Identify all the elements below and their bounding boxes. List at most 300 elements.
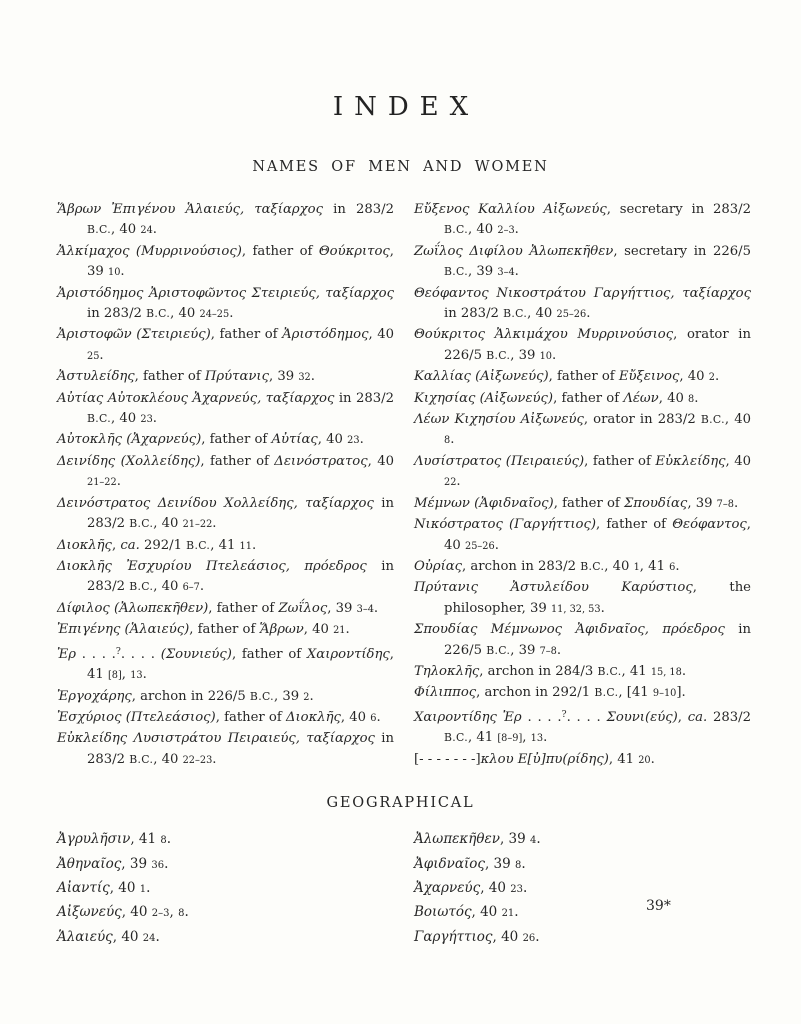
index-entry [414,828,751,852]
entry-segment-r: , 40 [303,622,334,638]
entry-segment-r: , 39 [87,243,394,280]
entry-segment-r: , 39 [121,855,152,872]
entry-segment-r: . [146,879,151,896]
entry-segment-g: Αἰξωνεύς [57,904,122,921]
entry-segment-g: Ἐργοχάρης [57,688,132,704]
entry-segment-g: Γαργήττιος [414,928,493,945]
entry-segment-r: . [600,600,605,616]
section-names-of-men-and-women [0,159,801,771]
entry-segment-g: Εὔξεινος [618,369,680,385]
entry-segment-r: . [152,411,157,427]
entry-segment-r: , father of [231,646,307,662]
entry-segment-r: , 41 [608,751,639,767]
index-entry [57,926,394,950]
entry-segment-r: , 40 [679,369,709,385]
index-entry [414,284,751,326]
entry-segment-r: . [212,516,217,532]
entry-segment-r: . [543,730,548,746]
entry-segment-g: Θεόφαντος [672,517,747,533]
entry-segment-r: in 283/2 [87,558,395,595]
entry-segment-n: 6–7 [182,582,200,594]
entry-segment-g: κλου Ε[ὐ]πυ(ρίδης) [480,751,609,767]
entry-segment-r: . [229,306,234,322]
entry-segment-r: , 39 [510,347,540,363]
entry-segment-n: 6 [370,712,377,724]
entry-segment-r: . [99,347,104,363]
index-entry [414,877,751,901]
entry-segment-r: . [456,474,461,490]
entry-segment-i: ca. [120,537,140,553]
index-entry [57,389,394,431]
names-right-column [414,200,751,771]
entry-segment-sc: B.C. [594,686,619,700]
entry-segment-g: Ζωΐλος Διφίλου Ἀλωπεκῆθεν [414,243,614,259]
entry-segment-r: , 39 [468,264,498,280]
index-entry [57,557,394,599]
entry-segment-r: . [552,347,557,363]
entry-segment-g: Σπουδίας Μέμνωνος Ἀφιδναῖος, πρόεδρος [414,622,725,638]
entry-segment-r: . [120,264,125,280]
entry-segment-n: 2–3 [497,225,515,237]
entry-segment-r: . [184,904,189,921]
entry-segment-r: . [556,642,562,658]
entry-segment-r: , 40 [725,453,751,469]
index-entry [414,662,751,683]
entry-segment-n: 25 [87,350,100,362]
entry-segment-r: . [675,558,680,574]
entry-segment-g: Θεόφαντος Νικοστράτου Γαργήττιος, ταξίαρχος [414,285,751,301]
entry-segment-r: . [586,306,591,322]
entry-segment-r: . [521,855,526,872]
index-entry [414,367,751,388]
entry-segment-g: Ἁλαιεύς [57,928,113,945]
entry-segment-g: Πρύτανις Ἀστυλείδου Καρύστιος [414,580,693,596]
index-entry [57,536,394,557]
entry-segment-r: , father of [189,622,260,638]
entry-segment-i: ca. [687,709,708,725]
entry-segment-g: Χαιροντίδης Ἐρ [414,709,522,725]
entry-segment-r: 283/2 [707,709,751,725]
entry-segment-sc: B.C. [486,643,511,657]
index-entry [57,430,394,451]
index-entry [57,599,394,620]
entry-segment-g: Ἀγρυλῆσιν [57,831,131,848]
entry-segment-sc: B.C. [444,731,469,745]
entry-segment-r: . [309,688,314,704]
entry-segment-r: , 39 [273,688,304,704]
section-heading-geographical: GEOGRAPHICAL [326,795,475,812]
entry-segment-r: , 40 [111,411,141,427]
geographical-right-column [414,828,751,950]
entry-segment-n: 11 [239,540,252,552]
entry-segment-n: 24 [140,225,153,237]
entry-segment-r: , father of [201,432,272,448]
entry-segment-r: . [650,751,655,767]
entry-segment-r: , 40 [153,751,183,767]
index-entry [57,452,394,494]
entry-segment-n: 15, 18 [650,666,682,678]
entry-segment-sc: B.C. [87,412,112,426]
index-entry [414,410,751,452]
entry-segment-n: 23 [510,883,523,895]
entry-segment-r: . [536,831,541,848]
entry-segment-r: , 40 [604,558,634,574]
entry-segment-g: Ἀλωπεκῆθεν [414,831,500,848]
entry-segment-r: , 40 [340,709,371,725]
entry-segment-r: , 39 [484,855,515,872]
entry-segment-g: Σπουδίας [623,495,688,511]
entry-segment-sc: B.C. [87,223,112,237]
entry-segment-r: . [155,928,160,945]
entry-segment-n: 21–22 [182,519,213,531]
entry-segment-n: 1 [633,561,640,573]
names-columns [0,200,801,771]
index-entry [57,494,394,536]
entry-segment-r: , father of [208,600,279,616]
index-entry [57,284,394,326]
entry-segment-n: 26 [522,932,536,944]
names-left-column [57,200,394,771]
entry-segment-r: . [514,264,519,280]
entry-segment-g: Νικόστρατος (Γαργήττιος) [414,517,597,533]
index-entry [57,200,394,242]
entry-segment-r: [- - - - - - -] [414,751,481,767]
index-entry [414,515,751,557]
index-entry [57,853,394,877]
entry-segment-g: Αὐτίας Αὐτοκλέους Ἀχαρνεύς, ταξίαρχος [57,390,335,406]
entry-segment-n: 11, 32, 53 [550,603,601,615]
entry-segment-r: , [522,730,531,746]
index-entry [57,642,394,687]
entry-segment-r: . [694,390,699,406]
entry-segment-g: Ἀφιδναῖος [414,855,485,872]
entry-segment-r: . [450,432,455,448]
entry-segment-n: [8–9] [497,733,523,745]
entry-segment-r: , orator in 226/5 [444,327,752,363]
entry-segment-sc: B.C. [129,517,154,531]
entry-segment-r: , 40 [317,432,348,448]
entry-segment-g: Δεινόστρατος [274,453,368,469]
entry-segment-n: 3–4 [356,603,374,615]
geographical-columns [0,828,801,950]
index-entry [414,926,751,950]
index-entry [414,750,751,771]
entry-segment-sc: B.C. [129,752,154,766]
entry-segment-sc: B.C. [444,265,469,279]
entry-segment-n: 8 [160,835,167,847]
entry-segment-r: in 283/2 [444,306,504,322]
index-entry [57,687,394,708]
entry-segment-sup: ? [561,708,567,720]
entry-segment-g: Ἀλκίμαχος (Μυρρινούσιος) [57,243,242,259]
entry-segment-g: Χαιροντίδης [306,646,390,662]
index-entry [414,325,751,367]
entry-segment-n: 10 [107,267,121,279]
entry-segment-r: . [251,537,257,553]
entry-segment-n: 20 [638,754,651,766]
entry-segment-r: , 41 [87,646,394,683]
entry-segment-r: , father of [553,495,624,511]
entry-segment-g: Αὐτίας [271,432,318,448]
entry-segment-r: in 226/5 [444,622,752,658]
index-entry [414,683,751,704]
entry-segment-sup: ? [115,645,121,657]
entry-segment-r: . [494,537,499,553]
entry-segment-n: 21 [501,908,515,920]
entry-segment-g: Εὐκλείδης [655,453,726,469]
entry-segment-r: , 40 [658,390,689,406]
entry-segment-sc: B.C. [146,307,171,321]
entry-segment-g: Ἀστυλείδης [57,369,135,385]
entry-segment-r: , 39 [268,369,299,385]
entry-segment-sc: B.C. [444,223,469,237]
entry-segment-sc: B.C. [503,307,528,321]
index-entry [414,200,751,242]
entry-segment-n: 10 [539,350,552,362]
entry-segment-r: in 283/2 [322,202,394,217]
entry-segment-g: Πρύτανις [204,369,269,385]
entry-segment-r: . . . . [521,709,562,725]
index-entry [57,828,394,852]
entry-segment-r: , 39 [499,831,531,848]
index-entry [414,494,751,515]
entry-segment-n: 2 [708,372,715,384]
section-geographical [0,795,801,950]
entry-segment-n: 13 [530,733,544,745]
entry-segment-r: , 40 [367,453,394,469]
entry-segment-r: . [376,709,381,725]
index-entry [414,705,751,750]
entry-segment-r: . [310,369,315,385]
geographical-left-column [57,828,394,950]
entry-segment-g: Εὐκλείδης Λυσιστράτου Πειραιεύς, ταξίαρχος [57,731,375,747]
entry-segment-n: 7–8 [539,645,557,657]
entry-segment-n: 8 [444,435,451,447]
index-entry [57,620,394,641]
entry-segment-sc: B.C. [486,348,511,362]
entry-segment-n: 7–8 [716,498,734,510]
index-entry [414,853,751,877]
index-entry [414,242,751,284]
entry-segment-r: , 40 [111,222,141,238]
entry-segment-g: Λέων Κιχησίου Αἰξωνεύς [414,412,584,428]
entry-segment-r: , father of [134,369,205,385]
entry-segment-n: 6 [669,561,676,573]
entry-segment-r: , 40 [724,412,751,428]
entry-segment-r: , 40 [170,306,200,322]
entry-segment-g: Διοκλῆς [57,537,112,553]
entry-segment-g: Λυσίστρατος (Πειραιεύς) [414,453,585,469]
entry-segment-sc: B.C. [597,664,622,678]
entry-segment-g: Θούκριτος [318,243,390,259]
entry-segment-g: Δεινόστρατος Δεινίδου Χολλείδης, ταξίαρχος [57,495,374,511]
entry-segment-g: Οὐρίας [414,558,463,574]
entry-segment-r: in 283/2 [87,731,394,767]
entry-segment-g: Εὔξενος Καλλίου Αἰξωνεύς [414,202,607,217]
index-entry [57,325,394,367]
entry-segment-n: 3–4 [497,267,515,279]
entry-segment-n: 9–10 [652,688,677,700]
page-title: INDEX [332,92,480,122]
entry-segment-r: , 40 [492,928,523,945]
entry-segment-g: Δεινίδης (Χολλείδης) [57,453,201,469]
entry-segment-r: , 40 [368,327,394,343]
entry-segment-g: (Σουνιεύς) [160,646,232,662]
entry-segment-g: Δίφιλος (Ἀλωπεκῆθεν) [57,600,209,616]
entry-segment-g: Σουνι(εύς) [606,709,678,725]
entry-segment-r: . [514,222,519,238]
entry-segment-g: Ἅβρων [259,622,304,638]
entry-segment-n: 21–22 [87,477,117,489]
entry-segment-r: . [142,667,147,683]
entry-segment-r: , [121,667,131,683]
entry-segment-sc: B.C. [580,559,605,573]
entry-segment-n: 24–25 [199,309,230,321]
entry-segment-g: Μέμνων (Ἀφιδναῖος) [414,495,554,511]
entry-segment-r: , 40 [444,517,751,553]
entry-segment-n: 24 [142,932,156,944]
entry-segment-g: Αἰαντίς [57,879,110,896]
entry-segment-r: . [714,369,720,385]
entry-segment-n: 36 [151,859,165,871]
index-entry [57,729,394,771]
entry-segment-g: Ζωΐλος [278,600,328,616]
entry-segment-r: , orator in 283/2 [583,412,701,428]
entry-segment-r: , 41 [210,537,240,553]
entry-segment-g: Ἀθηναῖος [57,855,122,872]
entry-segment-r: , 39 [510,642,540,658]
entry-segment-r: , 39 [687,495,717,511]
entry-segment-r: , archon in 283/2 [462,558,581,574]
section-heading-names: NAMES OF MEN AND WOMEN [252,159,549,175]
entry-segment-g: Ἀριστόδημος Ἀριστοφῶντος Στειριεύς, ταξίαρχος [57,285,394,301]
index-entry [57,242,394,284]
entry-segment-r: , 41 [130,831,161,848]
entry-segment-r: , 41 [639,558,670,574]
entry-segment-r: 292/1 [139,537,187,553]
entry-segment-sc: B.C. [186,538,211,552]
entry-segment-r: , father of [241,243,319,259]
entry-segment-r: . [116,474,121,490]
entry-segment-r: . [212,751,217,767]
entry-segment-n: 32 [298,372,311,384]
entry-segment-r: . [373,600,379,616]
entry-segment-r: . [345,622,350,638]
entry-segment-g: Κιχησίας (Αἰξωνεύς) [414,390,554,406]
entry-segment-r: . [681,663,687,679]
entry-segment-r: , [169,904,179,921]
entry-segment-g: Ἐσχύριος (Πτελεάσιος) [57,709,216,725]
entry-segment-g: Τηλοκλῆς [414,663,480,679]
index-entry [57,367,394,388]
entry-segment-sc: B.C. [249,689,274,703]
entry-segment-r: . [152,222,157,238]
entry-segment-n: 21 [333,625,346,637]
entry-segment-n: 4 [530,835,537,847]
entry-segment-r: , archon in 284/3 [479,663,598,679]
entry-segment-r: . [733,495,739,511]
entry-segment-r: in 283/2 [334,390,394,406]
entry-segment-r: , father of [215,709,286,725]
entry-segment-r: , 40 [468,222,498,238]
index-entry [414,620,751,662]
entry-segment-g: Καλλίας (Αἰξωνεύς) [414,369,549,385]
entry-segment-g: Ἐρ [57,646,77,662]
entry-segment-r: , 41 [621,663,651,679]
entry-segment-r: , secretary in 226/5 [613,243,752,259]
entry-segment-sc: B.C. [700,413,725,427]
index-entry [414,557,751,578]
entry-segment-g: Ἐπιγένης (Ἁλαιεύς) [57,622,190,638]
entry-segment-r: , father of [200,453,275,469]
entry-segment-g: Λέων [623,390,659,406]
entry-segment-g: Φίλιππος [414,685,477,701]
entry-segment-n: 23 [140,414,153,426]
entry-segment-n: 8 [688,393,695,405]
entry-segment-r: , 40 [153,579,183,595]
entry-segment-r: , father of [553,390,624,406]
entry-segment-r: in 283/2 [87,495,394,532]
index-entry [414,901,751,925]
entry-segment-r: , [41 [618,685,653,701]
entry-segment-r: , father of [596,517,673,533]
entry-segment-r: , father of [548,369,619,385]
entry-segment-r: , 40 [527,306,557,322]
entry-segment-n: 8 [178,908,185,920]
page-number: 39* [646,898,671,914]
entry-segment-r: . [514,904,519,921]
entry-segment-r: . [166,831,172,848]
entry-segment-r: , 40 [112,928,143,945]
entry-segment-r: . . . . [566,709,607,725]
entry-segment-r: , father of [210,327,283,343]
entry-segment-g: Αὐτοκλῆς (Ἀχαρνεύς) [57,432,202,448]
entry-segment-r: , archon in 292/1 [476,685,595,701]
entry-segment-r: , 41 [468,730,498,746]
index-entry [414,389,751,410]
entry-segment-r: , 40 [121,904,152,921]
entry-segment-r: , 40 [480,879,511,896]
entry-segment-n: 13 [130,670,143,682]
entry-segment-r: . [522,879,528,896]
entry-segment-g: Βοιωτός [414,904,472,921]
entry-segment-r: . . . . [76,646,116,662]
entry-segment-r: , archon in 226/5 [131,688,250,704]
entry-segment-n: 22–23 [182,754,213,766]
entry-segment-r: , [677,709,688,725]
entry-segment-r: . [164,855,169,872]
entry-segment-r: , 39 [327,600,357,616]
entry-segment-g: Διοκλῆς Ἐσχυρίου Πτελεάσιος, πρόεδρος [57,558,367,574]
entry-segment-n: 2–3 [151,908,170,920]
entry-segment-r: , secretary in 283/2 [606,202,751,217]
entry-segment-g: Διοκλῆς [285,709,341,725]
entry-segment-g: Θούκριτος Ἀλκιμάχου Μυρρινούσιος [414,327,674,343]
entry-segment-n: 2 [303,691,310,703]
entry-segment-r: in 283/2 [87,306,147,322]
entry-segment-r: , father of [584,453,656,469]
entry-segment-r: , 40 [109,879,140,896]
entry-segment-n: 25–26 [556,309,587,321]
entry-segment-g: Ἀριστοφῶν (Στειριεύς) [57,327,211,343]
entry-segment-n: 8 [515,859,522,871]
entry-segment-g: Ἀριστόδημος [282,327,369,343]
entry-segment-r: , 40 [153,516,183,532]
entry-segment-r: , 40 [471,904,502,921]
entry-segment-n: [8] [107,670,122,682]
entry-segment-n: 25–26 [464,540,495,552]
entry-segment-r: ]. [676,685,686,701]
